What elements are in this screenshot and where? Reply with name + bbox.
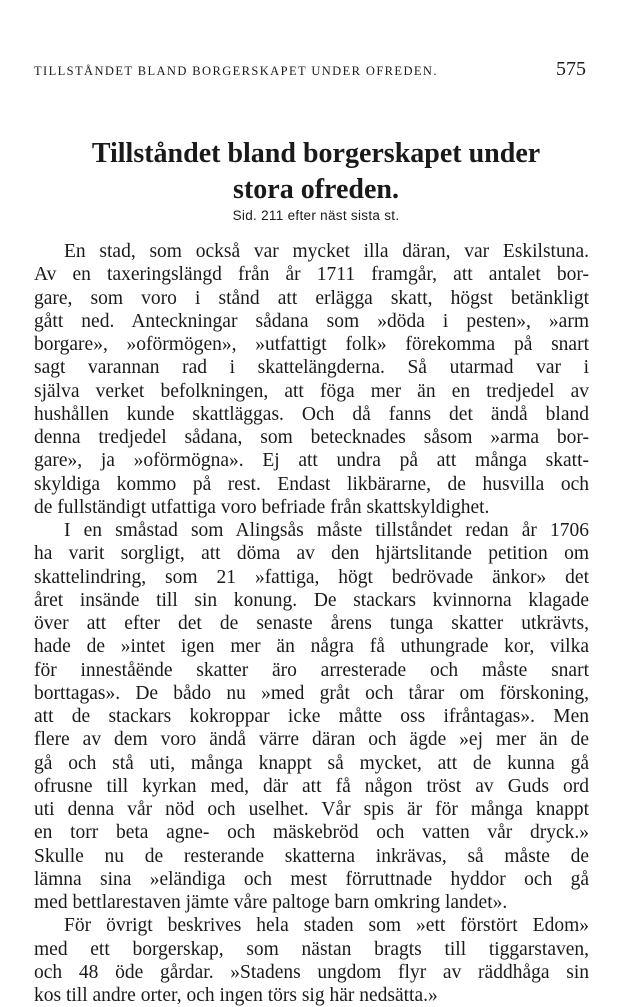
text-line: gått ned. Anteckningar sådana som »döda i pesten», »arm — [34, 310, 589, 332]
text-line: lämna sina »eländiga och mest förruttnade hyddor och gå — [34, 868, 589, 890]
text-line: uti denna vår nöd och uselhet. Vår spis är för många knappt — [34, 799, 589, 820]
chapter-title — [40, 136, 592, 208]
running-head — [34, 58, 586, 81]
text-line: för inneståënde skatter äro arresterade och måste snart — [34, 659, 589, 681]
text-line: att de stackars kokroppar icke måtte oss ifråntagas». Men — [34, 706, 589, 727]
text-line: Skulle nu de resterande skatterna inkrävas, så måste de — [34, 845, 589, 867]
text-line: året insände till sin konung. De stackars kvinnorna klagade — [34, 589, 589, 611]
chapter-title-line: Tillståndet bland borgerskapet under — [91, 138, 541, 169]
text-line: sagt varannan rad i skattelängderna. Så utarmad var i — [34, 357, 589, 379]
text-line: En stad, som också var mycket illa däran, var Eskilstuna. — [64, 241, 589, 262]
text-line: I en småstad som Alingsås måste tillståndet redan år 1706 — [64, 520, 589, 541]
text-line: För övrigt beskrives hela staden som »ett förstört Edom» — [64, 915, 589, 937]
text-line: skyldiga kommo på rest. Endast likbärarne, de husvilla och — [34, 473, 589, 495]
text-line: ha varit sorgligt, att döma av den hjärtslitande petition om — [34, 543, 589, 565]
text-line: gare, som voro i stånd att erlägga skatt, högst betänkligt — [34, 287, 589, 309]
chapter-subtitle: Sid. 211 efter näst sista st. — [232, 208, 400, 223]
text-line: gå och stå uti, många knappt så mycket, att de kunna gå — [34, 752, 589, 774]
text-line: hushållen kunde skattläggas. Och då fanns det ändå bland — [34, 403, 589, 425]
text-line: borttagas». De bådo nu »med gråt och tårar om förskoning, — [34, 682, 589, 704]
text-line: borgare», »oförmögen», »utfattigt folk» förekomma på snart — [34, 334, 589, 355]
text-line: Av en taxeringslängd från år 1711 framgår, att antalet bor- — [34, 264, 589, 286]
text-line: med ett borgerskap, som nästan bragts till tiggarstaven, — [34, 938, 589, 960]
paragraph — [34, 914, 589, 1007]
body-text — [34, 240, 589, 1007]
text-line: flere av dem voro ändå värre däran och ägde »ej mer än de — [34, 729, 589, 751]
text-line: de fullständigt utfattiga voro befriade från skattskyldighet. — [34, 496, 490, 518]
text-line: kos till andre orter, och ingen törs sig här nedsätta.» — [34, 985, 438, 1006]
text-line: med bettlarestaven jämte våre paltoge barn omkring landet». — [34, 892, 508, 913]
running-title: TILLSTÅNDET BLAND BORGERSKAPET UNDER OFREDEN. — [34, 64, 438, 78]
chapter-title-line: stora ofreden. — [233, 174, 399, 205]
text-line: ofrusne till kyrkan med, där att få någon tröst av Guds ord — [34, 775, 589, 797]
text-line: hade de »intet igen mer än några få uthungrade kor, vilka — [34, 636, 589, 658]
page-number: 575 — [556, 58, 586, 80]
text-line: och 48 öde gårdar. »Stadens ungdom flyr av räddhåga sin — [34, 961, 589, 983]
text-line: en torr beta agne- och mäskebröd och vatten vår dryck.» — [34, 822, 589, 844]
text-line: denna tredjedel sådana, som betecknades såsom »arma bor- — [34, 427, 589, 448]
paragraph — [34, 240, 589, 519]
text-line: över att efter det de senaste årens tunga skatter utkrävts, — [34, 613, 589, 634]
paragraph — [34, 519, 589, 914]
text-line: skattelindring, som 21 »fattiga, högt bedrövade änkor» det — [34, 566, 589, 588]
text-line: gare», ja »oförmögna». Ej att undra på att många skatt- — [34, 450, 589, 472]
text-line: själva verket befolkningen, att föga mer än en tredjedel av — [34, 380, 589, 402]
